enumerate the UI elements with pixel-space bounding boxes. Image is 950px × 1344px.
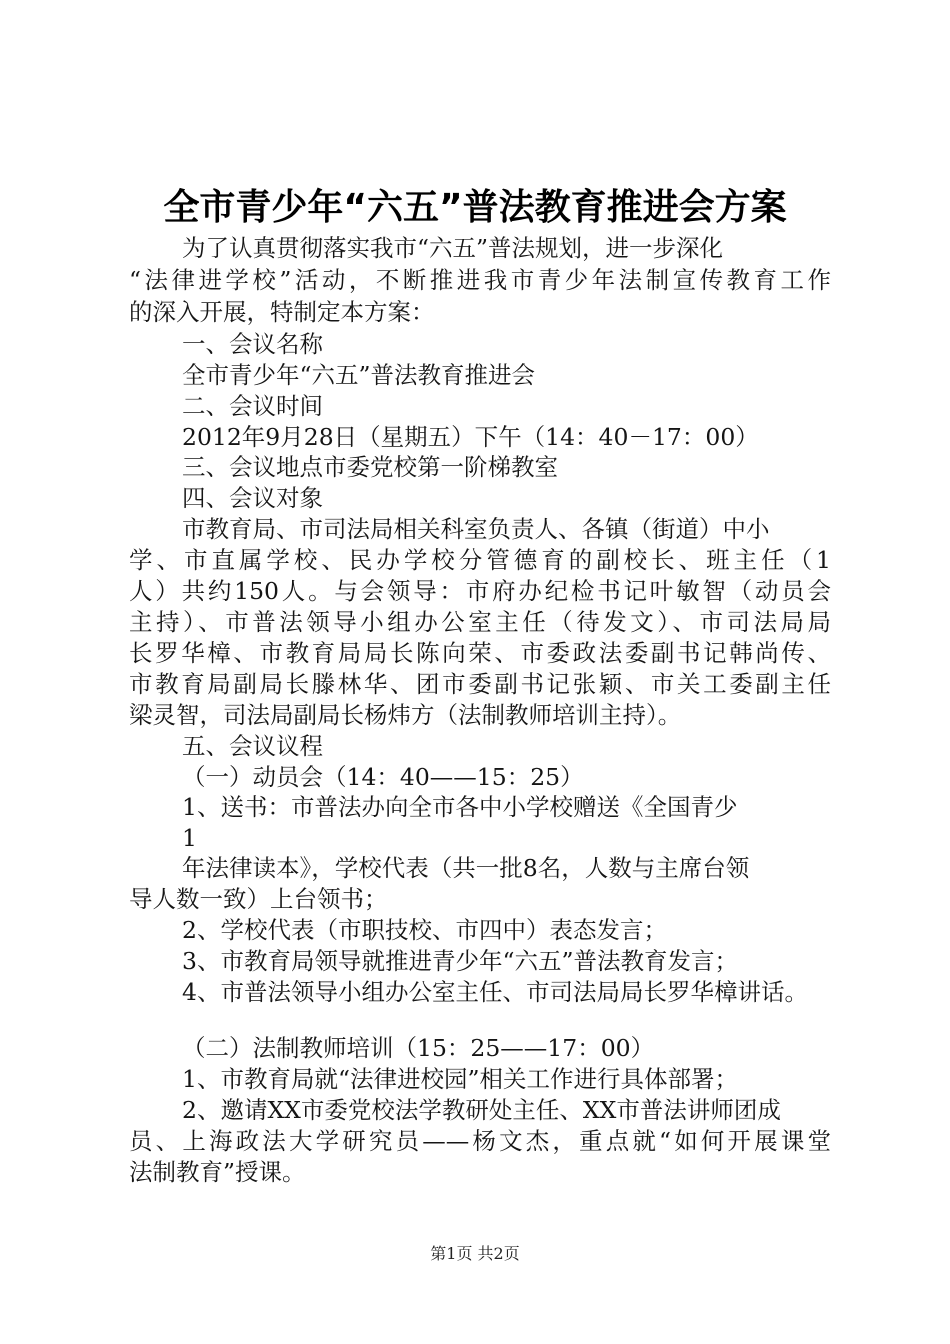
paragraph-line: 为了认真贯彻落实我市“六五”普法规划，进一步深化	[182, 234, 724, 262]
paragraph-line: 人）共约150人。与会领导：市府办纪检书记叶敏智（动员会	[129, 577, 831, 605]
paragraph-line: 2、学校代表（市职技校、市四中）表态发言；	[182, 916, 667, 944]
paragraph-line: 全市青少年“六五”普法教育推进会	[182, 361, 536, 389]
paragraph-line: 1	[182, 824, 197, 852]
paragraph-line: 员、上海政法大学研究员——杨文杰，重点就“如何开展课堂	[129, 1127, 831, 1155]
section-heading: 四、会议对象	[182, 484, 323, 512]
paragraph-line: 梁灵智，司法局副局长杨炜方（法制教师培训主持）。	[129, 701, 682, 729]
section-heading: 二、会议时间	[182, 392, 323, 420]
paragraph-line: 3、市教育局领导就推进青少年“六五”普法教育发言；	[182, 947, 738, 975]
paragraph-line: 长罗华樟、市教育局局长陈向荣、市委政法委副书记韩尚传、	[129, 639, 831, 667]
paragraph-line: 市教育局、市司法局相关科室负责人、各镇（街道）中小	[182, 515, 770, 543]
paragraph-line: 主持）、市普法领导小组办公室主任（待发文）、市司法局局	[129, 608, 831, 636]
paragraph-line: 导人数一致）上台领书；	[129, 885, 388, 913]
section-heading: 一、会议名称	[182, 330, 323, 358]
paragraph-line: 1、送书：市普法办向全市各中小学校赠送《全国青少	[182, 793, 738, 821]
section-heading: 三、会议地点市委党校第一阶梯教室	[182, 453, 558, 481]
paragraph-line: 年法律读本》，学校代表（共一批8名，人数与主席台领	[182, 854, 750, 882]
paragraph-line: 2、邀请XX市委党校法学教研处主任、XX市普法讲师团成	[182, 1096, 781, 1124]
page-number-footer: 第1页 共2页	[430, 1244, 520, 1263]
paragraph-line: 的深入开展，特制定本方案：	[129, 298, 435, 326]
paragraph-line: 2012年9月28日（星期五）下午（14：40－17：00）	[182, 423, 759, 451]
paragraph-line: “法律进学校”活动，不断推进我市青少年法制宣传教育工作	[129, 266, 831, 294]
paragraph-line: 学、市直属学校、民办学校分管德育的副校长、班主任（1	[129, 546, 831, 574]
document-title: 全市青少年“六五”普法教育推进会方案	[163, 187, 787, 228]
paragraph-line: 4、市普法领导小组办公室主任、市司法局局长罗华樟讲话。	[182, 978, 808, 1006]
subsection-heading: （一）动员会（14：40——15：25）	[182, 763, 584, 791]
paragraph-line: 市教育局副局长滕林华、团市委副书记张颖、市关工委副主任	[129, 670, 831, 698]
section-heading: 五、会议议程	[182, 732, 323, 760]
subsection-heading: （二）法制教师培训（15：25——17：00）	[182, 1034, 655, 1062]
paragraph-line: 1、市教育局就“法律进校园”相关工作进行具体部署；	[182, 1065, 738, 1093]
paragraph-line: 法制教育”授课。	[129, 1158, 306, 1186]
